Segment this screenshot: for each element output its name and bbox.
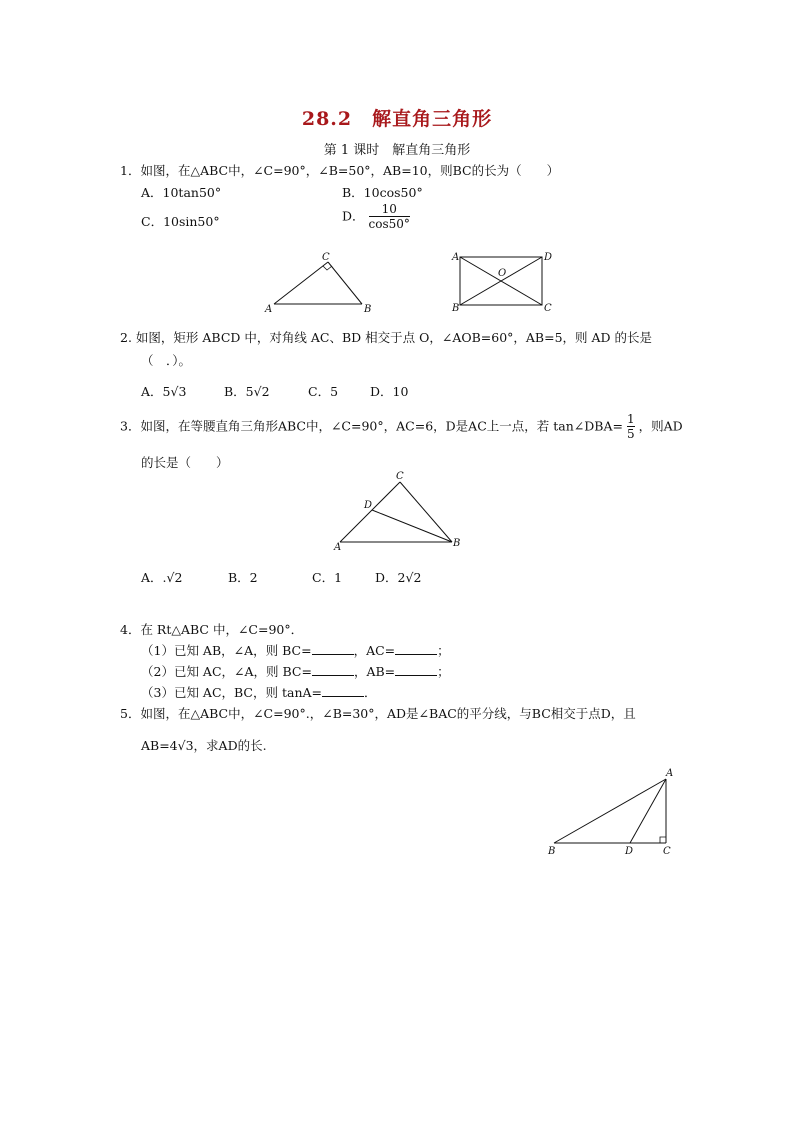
q4-part3-a: （3）已知 AC，BC，则 tanA= bbox=[141, 685, 323, 700]
answer-blank[interactable] bbox=[312, 663, 354, 676]
q3-option-b: B．2 bbox=[228, 570, 258, 585]
fig5-label-c: C bbox=[663, 846, 671, 857]
q4-part2-end: ； bbox=[437, 664, 450, 679]
q3-option-a: A．.√2 bbox=[141, 570, 183, 585]
fig1-label-c: C bbox=[322, 252, 330, 263]
q1-option-d-fraction bbox=[369, 203, 410, 231]
q1-option-c: C．10sin50° bbox=[141, 214, 220, 229]
q1-d-numerator: 10 bbox=[381, 202, 397, 216]
answer-blank[interactable] bbox=[312, 642, 354, 655]
q2-option-c: C．5 bbox=[308, 384, 339, 399]
q2-option-d: D．10 bbox=[370, 384, 409, 399]
q3-frac-denominator: 5 bbox=[626, 427, 635, 441]
fig2-label-c: C bbox=[544, 303, 552, 314]
fig3-label-c: C bbox=[396, 471, 404, 482]
answer-blank[interactable] bbox=[322, 684, 364, 697]
q4-part-3 bbox=[141, 683, 377, 701]
q2-option-a: A．5√3 bbox=[141, 384, 187, 399]
question-3-stem-cont: 的长是（ ） bbox=[141, 455, 229, 470]
question-2-stem-cont: （ ．）。 bbox=[141, 353, 192, 368]
fig2-label-o: O bbox=[498, 268, 507, 279]
q3-stem-part1: 3．如图，在等腰直角三角形ABC中，∠C=90°，AC=6，D是AC上一点，若 tan∠DBA= bbox=[120, 418, 623, 434]
fig5-label-a: A bbox=[666, 768, 674, 779]
q4-part-2 bbox=[141, 662, 450, 680]
lesson-subtitle: 第 1 课时 解直角三角形 bbox=[323, 143, 471, 158]
fig5-label-d: D bbox=[625, 846, 634, 857]
question-3-stem bbox=[120, 413, 683, 441]
q4-part1-a: （1）已知 AB，∠A，则 BC= bbox=[141, 643, 312, 658]
question-5-stem-cont: AB=4√3，求AD的长. bbox=[141, 738, 267, 753]
fig5-label-b: B bbox=[548, 846, 556, 857]
fig3-label-b: B bbox=[453, 538, 461, 549]
page-title: 28.2 解直角三角形 bbox=[301, 108, 493, 130]
figure-triangle-abc-bisector bbox=[544, 765, 684, 859]
q3-option-c: C．1 bbox=[312, 570, 343, 585]
q3-tan-fraction bbox=[627, 413, 635, 441]
answer-blank[interactable] bbox=[395, 663, 437, 676]
q1-option-a: A．10tan50° bbox=[141, 185, 222, 200]
q1-d-denominator: cos50° bbox=[368, 217, 410, 231]
q1-option-d bbox=[342, 203, 410, 231]
figure-isosceles-right-triangle bbox=[330, 468, 470, 554]
q4-part-1 bbox=[141, 641, 450, 659]
question-1-stem: 1．如图，在△ABC中，∠C=90°，∠B=50°，AB=10，则BC的长为（ ） bbox=[120, 163, 560, 178]
q3-frac-numerator: 1 bbox=[626, 412, 635, 426]
q3-option-d: D．2√2 bbox=[375, 570, 422, 585]
figure-rectangle-abcd bbox=[450, 248, 560, 318]
question-4-stem: 4．在 Rt△ABC 中，∠C=90°． bbox=[120, 622, 304, 637]
fig2-label-b: B bbox=[452, 303, 460, 314]
fig2-label-a: A bbox=[452, 252, 460, 263]
fig3-label-a: A bbox=[334, 542, 342, 553]
question-2-stem: 2. 如图，矩形 ABCD 中，对角线 AC、BD 相交于点 O，∠AOB=60°，AB=5，则 AD 的长是 bbox=[120, 330, 653, 345]
q4-part2-b: ，AB= bbox=[353, 664, 396, 679]
figure-triangle-abc-1 bbox=[264, 250, 374, 316]
q4-part3-end: ． bbox=[364, 685, 377, 700]
question-5-stem: 5．如图，在△ABC中，∠C=90°.，∠B=30°，AD是∠BAC的平分线，与BC相交于点D，且 bbox=[120, 706, 636, 721]
fig1-label-a: A bbox=[265, 304, 273, 315]
q4-part1-b: ，AC= bbox=[353, 643, 396, 658]
fig1-label-b: B bbox=[364, 304, 372, 315]
q4-part2-a: （2）已知 AC，∠A，则 BC= bbox=[141, 664, 312, 679]
q4-part1-end: ； bbox=[437, 643, 450, 658]
q1-option-b: B．10cos50° bbox=[342, 185, 423, 200]
fig3-label-d: D bbox=[364, 500, 373, 511]
q1-option-d-label: D． bbox=[342, 208, 365, 224]
q3-stem-part1-end: ，则AD bbox=[638, 418, 683, 434]
q2-option-b: B．5√2 bbox=[224, 384, 270, 399]
fig2-label-d: D bbox=[544, 252, 553, 263]
answer-blank[interactable] bbox=[395, 642, 437, 655]
